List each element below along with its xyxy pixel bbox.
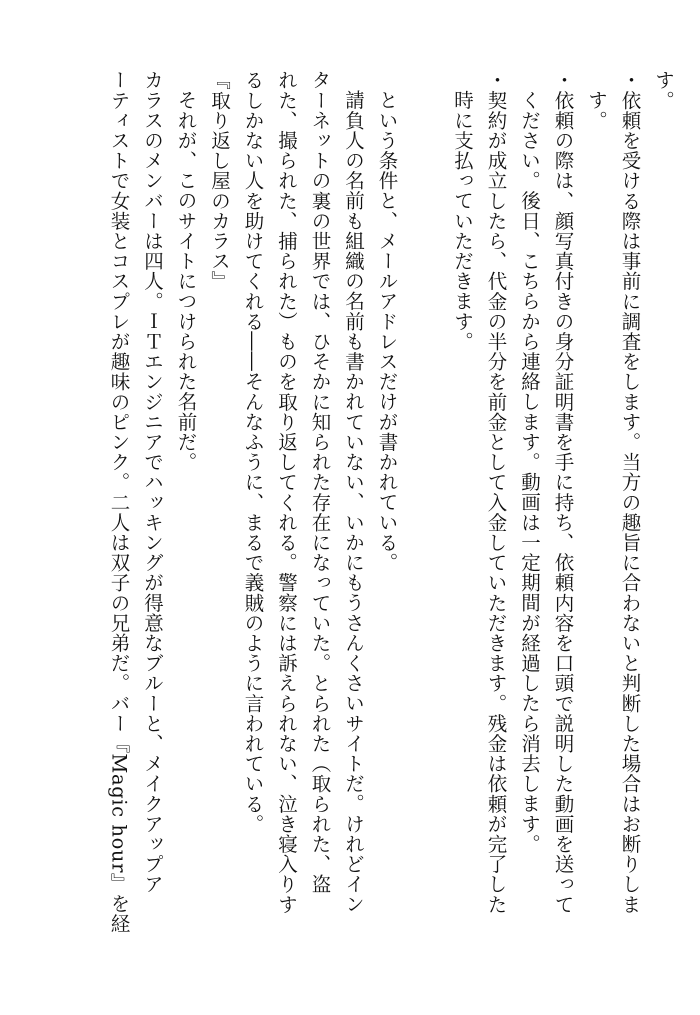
text-line: ターネットの裏の世界では、ひそかに知られた存在になっていた。とられた（取られた、盗: [308, 70, 332, 895]
text-line: カラスのメンバーは四人。ＩＴエンジニアでハッキングが得意なブルーと、メイクアップア: [141, 70, 164, 895]
text-line: それが、このサイトにつけられた名前だ。: [174, 89, 198, 472]
text-line: ・依頼の際は、顔写真付きの身分証明書を手に持ち、依頼内容を口頭で説明した動画を送って: [551, 70, 575, 915]
vertical-text-block: [102, 70, 680, 970]
text-line: ーティストで女装とコスプレが趣味のピンク。二人は双子の兄弟だ。バー『Magic hour』を経: [107, 70, 131, 934]
text-line: ・依頼を受ける際は事前に調査をします。当方の趣旨に合わないと判断した場合はお断りしま: [618, 70, 642, 915]
text-line: 『取り返し屋のカラス』: [208, 70, 231, 292]
text-line: れた、撮られた、捕られた）ものを取り返してくれる。警察には訴えられない、泣き寝入りす: [275, 70, 298, 915]
text-line: ・契約が成立したら、代金の半分を前金として入金していただきます。残金は依頼が完了した: [484, 70, 508, 915]
text-line: ください。後日、こちらから連絡します。動画は一定期間が経過したら消去します。: [518, 89, 541, 854]
text-line: るしかない人を助けてくれる――そんなふうに、まるで義賊のように言われている。: [241, 70, 265, 834]
text-line: 請負人の名前も組織の名前も書かれていない、いかにもうさんくさいサイトだ。けれどイン: [342, 89, 365, 914]
text-line: す。: [585, 89, 608, 130]
text-line: す。: [652, 70, 675, 111]
paragraph-gap: [404, 70, 446, 970]
text-line: 時に支払っていただきます。: [451, 89, 474, 351]
text-line: という条件と、メールアドレスだけが書かれている。: [375, 89, 399, 572]
